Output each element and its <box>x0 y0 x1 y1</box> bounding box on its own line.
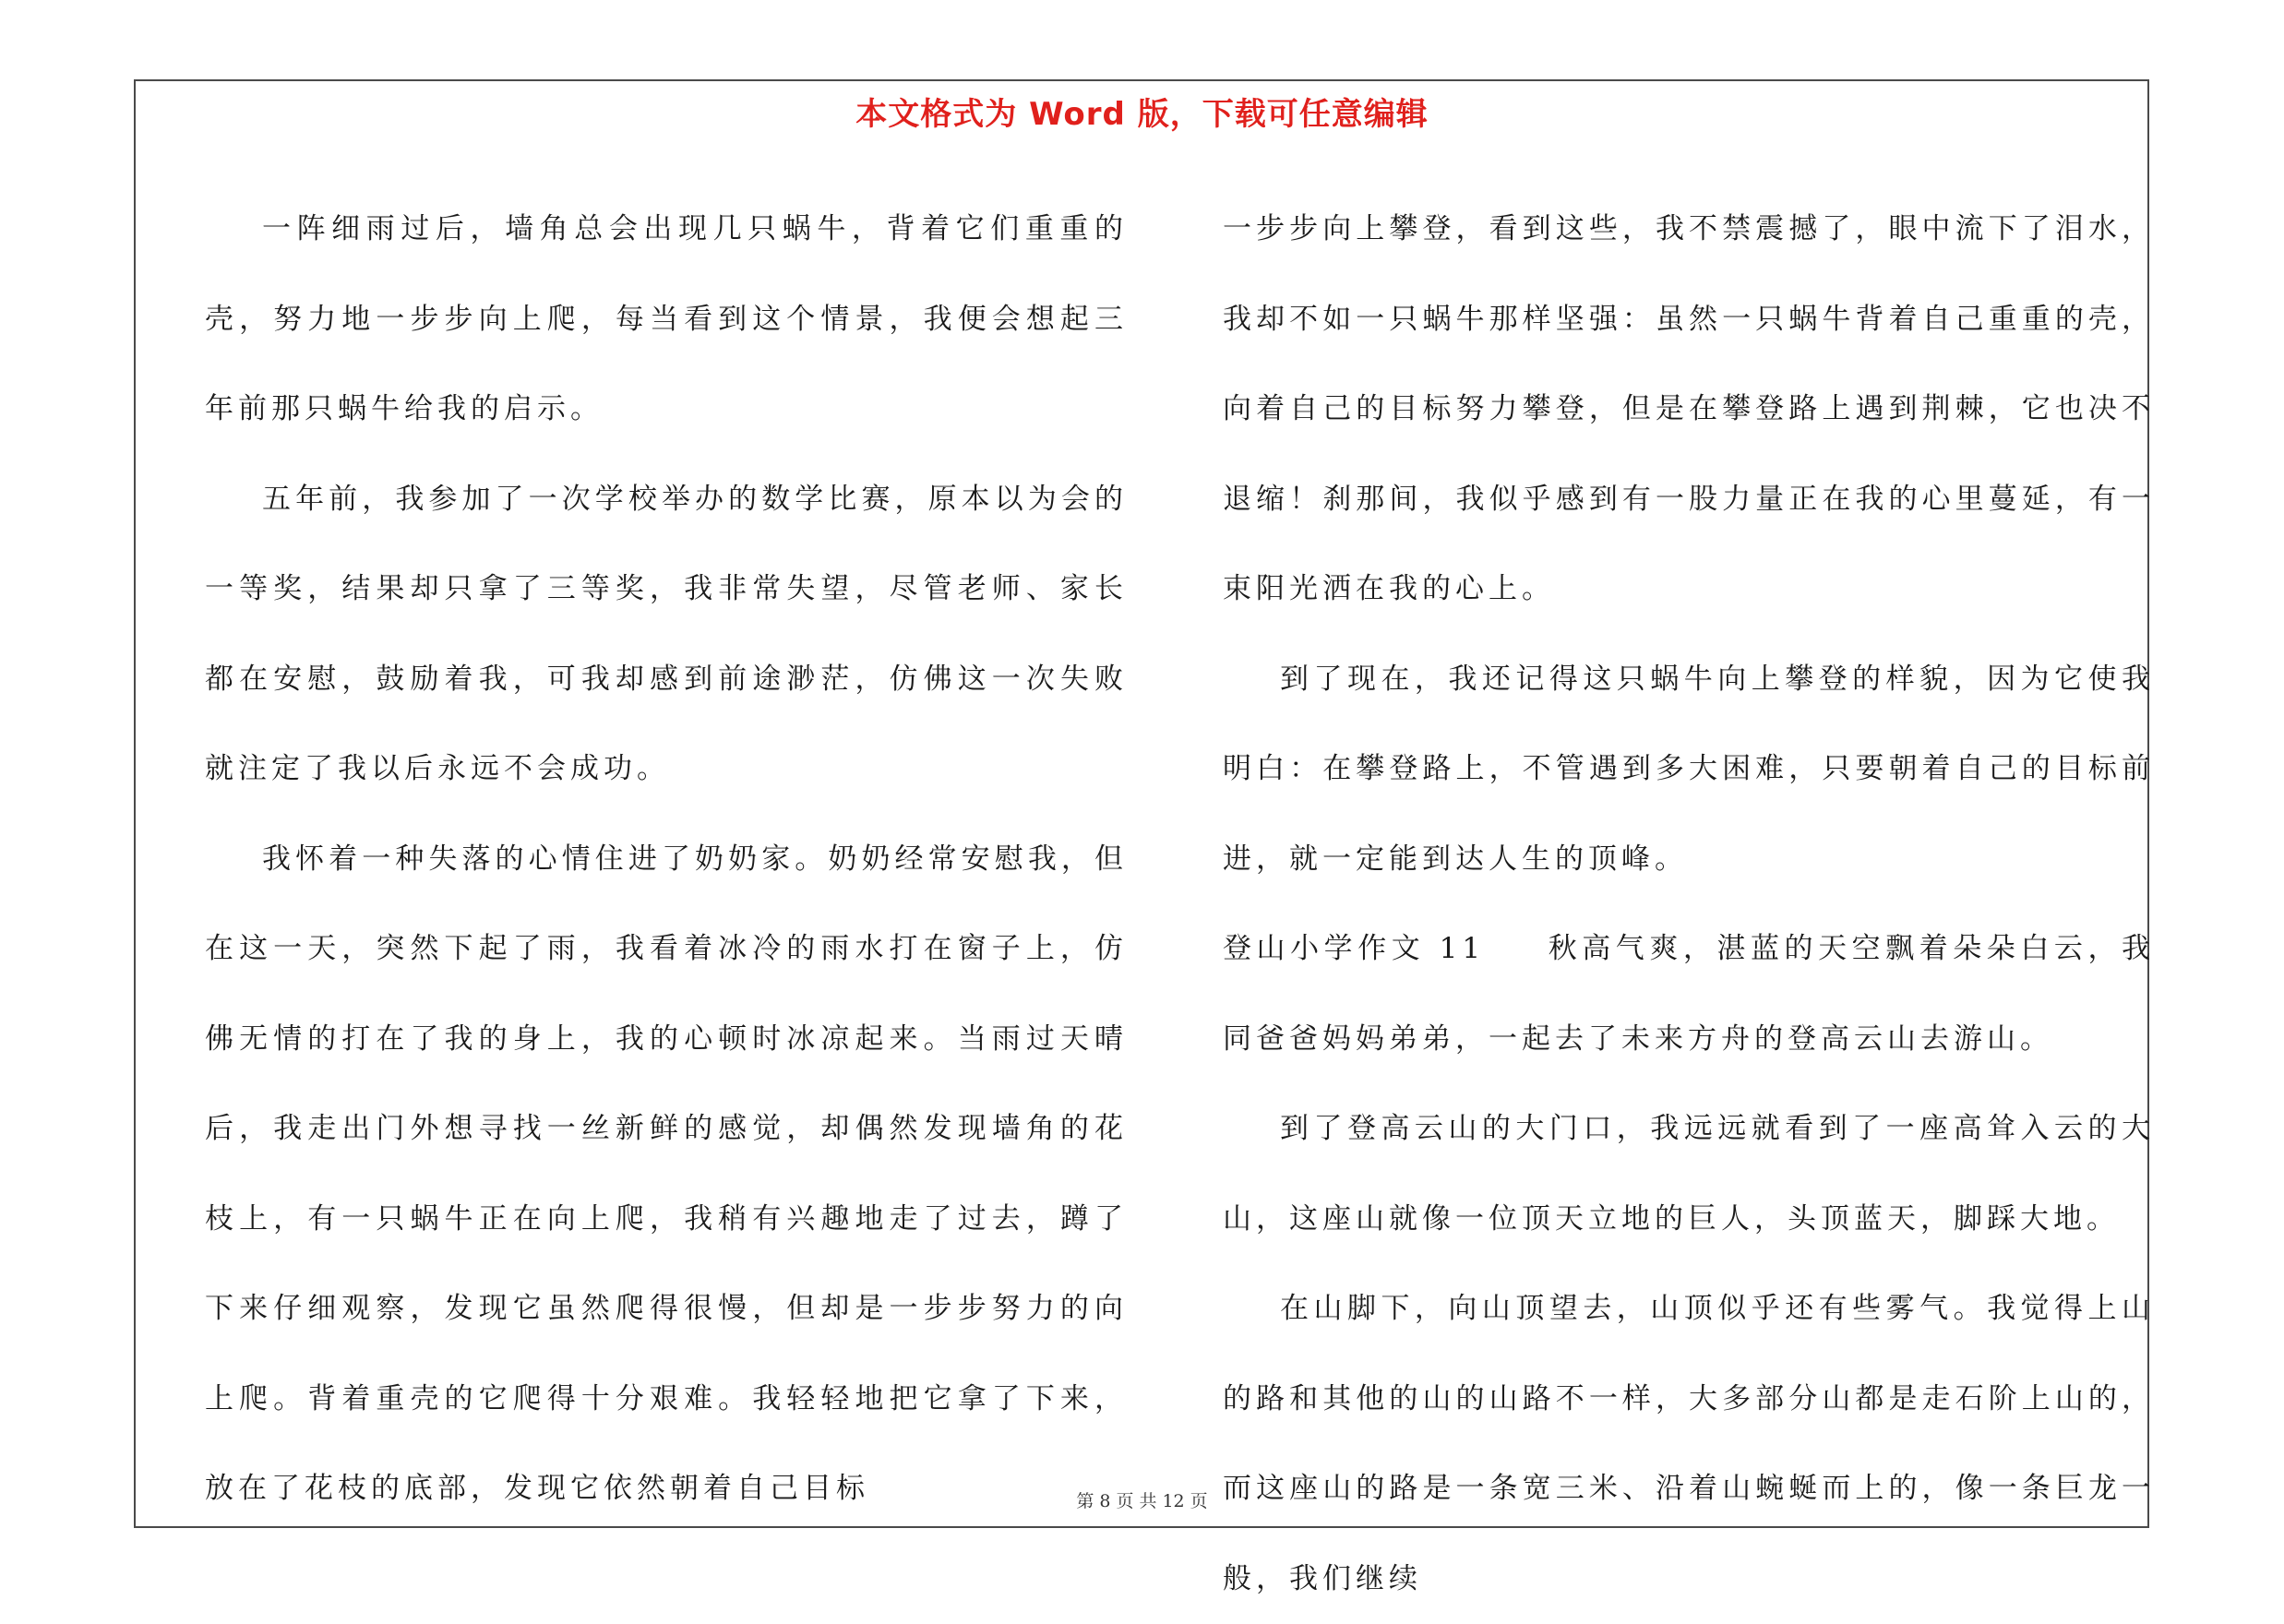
section-first-text: 秋高气爽，湛蓝的天空飘着朵朵白云，我同爸爸妈妈弟弟，一起去了未来方舟的登高云山去游山。 <box>1223 932 2155 1056</box>
section-paragraph <box>1223 904 2155 1084</box>
footer-prefix: 第 <box>1076 1491 1094 1511</box>
total-pages-number: 12 <box>1162 1491 1185 1511</box>
paragraph: 在山脚下，向山顶望去，山顶似乎还有些雾气。我觉得上山的路和其他的山的山路不一样，大多部分山都是走石阶上山的，而这座山的路是一条宽三米、沿着山蜿蜒而上的，像一条巨龙一般，我们继续 <box>1223 1292 2155 1595</box>
footer-suffix: 页 <box>1190 1491 1208 1511</box>
current-page-number: 8 <box>1099 1491 1111 1511</box>
paragraph: 到了现在，我还记得这只蜗牛向上攀登的样貌，因为它使我明白：在攀登路上，不管遇到多大困难，只要朝着自己的目标前进，就一定能到达人生的顶峰。 <box>1223 662 2155 876</box>
footer-page-word: 页 <box>1116 1491 1134 1511</box>
word-format-banner: 本文格式为 Word 版，下载可任意编辑 <box>855 96 1429 133</box>
right-text-column <box>1223 185 2155 1624</box>
section-heading: 登山小学作文 11 <box>1223 932 1486 965</box>
paragraph: 到了登高云山的大门口，我远远就看到了一座高耸入云的大山，这座山就像一位顶天立地的巨人，头顶蓝天，脚踩大地。 <box>1223 1112 2155 1236</box>
paragraph-continuation: 一步步向上攀登，看到这些，我不禁震撼了，眼中流下了泪水，我却不如一只蜗牛那样坚强：虽然一只蜗牛背着自己重重的壳，向着自己的目标努力攀登，但是在攀登路上遇到荆棘，它也决不退缩！刹那间，我似乎感到有一股力量正在我的心里蔓延，有一束阳光洒在我的心上。 <box>1223 212 2155 605</box>
page-footer <box>0 1487 2284 1512</box>
left-text-column <box>205 185 1128 1534</box>
paragraph: 我怀着一种失落的心情住进了奶奶家。奶奶经常安慰我，但在这一天，突然下起了雨，我看着冰冷的雨水打在窗子上，仿佛无情的打在了我的身上，我的心顿时冰凉起来。当雨过天晴后，我走出门外想寻找一丝新鲜的感觉，却偶然发现墙角的花枝上，有一只蜗牛正在向上爬，我稍有兴趣地走了过去，蹲了下来仔细观察，发现它虽然爬得很慢，但却是一步步努力的向上爬。背着重壳的它爬得十分艰难。我轻轻地把它拿了下来，放在了花枝的底部，发现它依然朝着自己目标 <box>205 842 1128 1505</box>
footer-total-word: 共 <box>1139 1491 1157 1511</box>
paragraph: 五年前，我参加了一次学校举办的数学比赛，原本以为会的一等奖，结果却只拿了三等奖，我非常失望，尽管老师、家长都在安慰，鼓励着我，可我却感到前途渺茫，仿佛这一次失败就注定了我以后永远不会成功。 <box>205 482 1128 785</box>
paragraph: 一阵细雨过后，墙角总会出现几只蜗牛，背着它们重重的壳，努力地一步步向上爬，每当看到这个情景，我便会想起三年前那只蜗牛给我的启示。 <box>205 212 1128 425</box>
